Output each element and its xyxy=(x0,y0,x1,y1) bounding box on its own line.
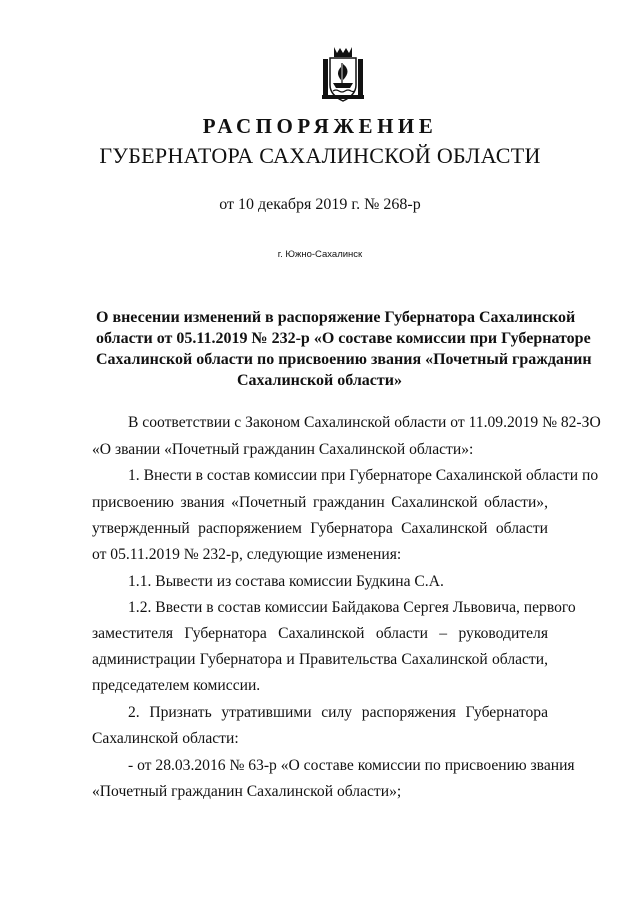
body-line: 1.2. Ввести в состав комиссии Байдакова Сергея Львовича, первого xyxy=(128,599,576,616)
document-heading: РАСПОРЯЖЕНИЕ xyxy=(202,114,438,138)
body-line: В соответствии с Законом Сахалинской области от 11.09.2019 № 82-ЗО xyxy=(128,414,601,431)
body-line: 1.1. Вывести из состава комиссии Будкина С.А. xyxy=(128,573,444,590)
title-line: Сахалинской области» xyxy=(237,372,402,389)
body-line: Сахалинской области: xyxy=(92,730,239,747)
coat-of-arms-icon xyxy=(322,45,364,105)
document-city: г. Южно-Сахалинск xyxy=(277,249,363,260)
body-line: «О звании «Почетный гражданин Сахалинской области»: xyxy=(92,441,474,458)
body-line: председателем комиссии. xyxy=(92,677,261,694)
document-date-number: от 10 декабря 2019 г. № 268-р xyxy=(219,196,421,213)
body-line: утвержденный распоряжением Губернатора Сахалинской области xyxy=(92,520,548,537)
body-line: «Почетный гражданин Сахалинской области»; xyxy=(92,783,402,800)
body-line: 1. Внести в состав комиссии при Губернаторе Сахалинской области по xyxy=(128,467,599,484)
body-line: заместителя Губернатора Сахалинской области – руководителя xyxy=(92,625,548,642)
title-line: Сахалинской области по присвоению звания «Почетный гражданин xyxy=(96,351,592,368)
body-line: администрации Губернатора и Правительства Сахалинской области, xyxy=(92,651,548,668)
title-line: области от 05.11.2019 № 232-р «О составе комиссии при Губернаторе xyxy=(96,330,591,347)
body-line: присвоению звания «Почетный гражданин Сахалинской области», xyxy=(92,494,548,511)
document-subheading: ГУБЕРНАТОРА САХАЛИНСКОЙ ОБЛАСТИ xyxy=(99,143,541,168)
body-line: - от 28.03.2016 № 63-р «О составе комиссии по присвоению звания xyxy=(128,757,575,774)
title-line: О внесении изменений в распоряжение Губернатора Сахалинской xyxy=(96,309,576,326)
document-title xyxy=(96,307,592,391)
body-line: 2. Признать утратившими силу распоряжения Губернатора xyxy=(128,704,548,721)
body-line: от 05.11.2019 № 232-р, следующие изменения: xyxy=(92,546,402,563)
